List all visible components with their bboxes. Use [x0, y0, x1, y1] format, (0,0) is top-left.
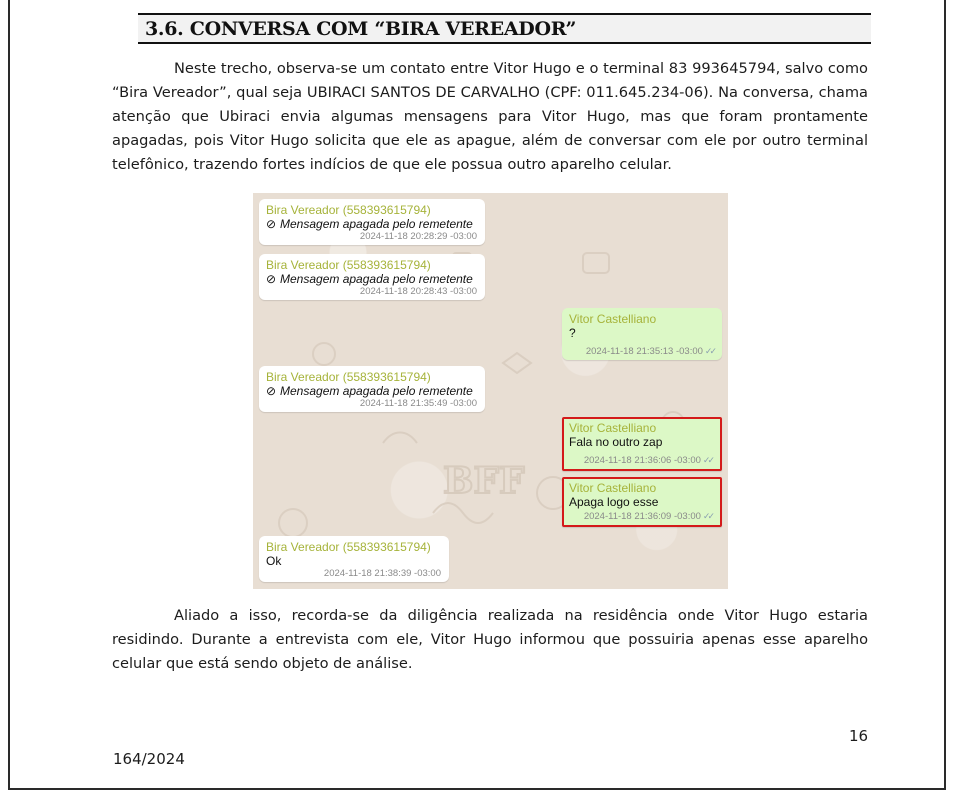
message-sender: Bira Vereador (558393615794) — [266, 258, 431, 272]
message-text: Apaga logo esse — [569, 495, 659, 509]
message-timestamp: 2024-11-18 21:38:39 -03:00 — [323, 568, 441, 579]
message-deleted-label: Mensagem apagada pelo remetente — [280, 217, 473, 231]
message-timestamp-text: 2024-11-18 21:35:13 -03:00 — [585, 346, 703, 357]
section-heading-title: 3.6. CONVERSA COM “BIRA VEREADOR” — [145, 18, 577, 40]
section-heading — [138, 13, 871, 44]
message-sender: Vitor Castelliano — [569, 312, 657, 326]
message-text — [266, 217, 478, 231]
chat-message — [259, 536, 449, 582]
message-text: ? — [569, 326, 576, 340]
prohibited-icon: ⊘ — [266, 217, 277, 231]
message-deleted-label: Mensagem apagada pelo remetente — [280, 384, 473, 398]
message-text — [266, 384, 478, 398]
message-timestamp — [586, 346, 714, 357]
message-timestamp-text: 2024-11-18 21:36:09 -03:00 — [583, 511, 701, 522]
prohibited-icon: ⊘ — [266, 384, 277, 398]
message-sender: Vitor Castelliano — [569, 421, 657, 435]
page-number: 16 — [849, 727, 869, 745]
prohibited-icon: ⊘ — [266, 272, 277, 286]
intro-paragraph: Neste trecho, observa-se um contato entre Vitor Hugo e o terminal 83 993645794, salvo como “Bira Vereador”, qual seja UBIRACI SANTOS DE CARVALHO (CPF: 011.645.234-06). Na conversa, chama atenção que Ubiraci envia algumas mensagens para Vitor Hugo, mas que foram prontamente apagadas, pois Vitor Hugo solicita que ele as apague, além de conversar com ele por outro terminal telefônico, trazendo fortes indícios de que ele possua outro aparelho celular. — [112, 60, 868, 173]
message-timestamp: 2024-11-18 20:28:29 -03:00 — [359, 231, 477, 242]
message-sender: Bira Vereador (558393615794) — [266, 370, 431, 384]
double-check-icon: ✓✓ — [702, 511, 712, 521]
chat-message — [562, 308, 722, 360]
chat-message-highlighted — [562, 417, 722, 471]
message-sender: Bira Vereador (558393615794) — [266, 540, 431, 554]
chat-message — [259, 199, 485, 245]
message-sender: Bira Vereador (558393615794) — [266, 203, 431, 217]
message-timestamp — [584, 511, 712, 522]
message-text: Fala no outro zap — [569, 435, 663, 449]
whatsapp-chat-screenshot — [253, 193, 728, 589]
message-timestamp: 2024-11-18 21:35:49 -03:00 — [359, 398, 477, 409]
svg-text:BFF: BFF — [443, 460, 525, 502]
message-deleted-label: Mensagem apagada pelo remetente — [280, 272, 473, 286]
message-text — [266, 272, 478, 286]
message-timestamp — [584, 455, 712, 466]
double-check-icon: ✓✓ — [702, 455, 712, 465]
chat-message — [259, 366, 485, 412]
message-timestamp: 2024-11-18 20:28:43 -03:00 — [359, 286, 477, 297]
message-timestamp-text: 2024-11-18 21:36:06 -03:00 — [583, 455, 701, 466]
chat-message-highlighted — [562, 477, 722, 527]
message-text: Ok — [266, 554, 282, 568]
chat-message — [259, 254, 485, 300]
message-sender: Vitor Castelliano — [569, 481, 657, 495]
document-reference: 164/2024 — [113, 750, 185, 768]
double-check-icon: ✓✓ — [704, 346, 714, 356]
conclusion-paragraph: Aliado a isso, recorda-se da diligência realizada na residência onde Vitor Hugo estaria residindo. Durante a entrevista com ele, Vitor Hugo informou que possuiria apenas esse aparelho celular que está sendo objeto de análise. — [112, 607, 868, 672]
